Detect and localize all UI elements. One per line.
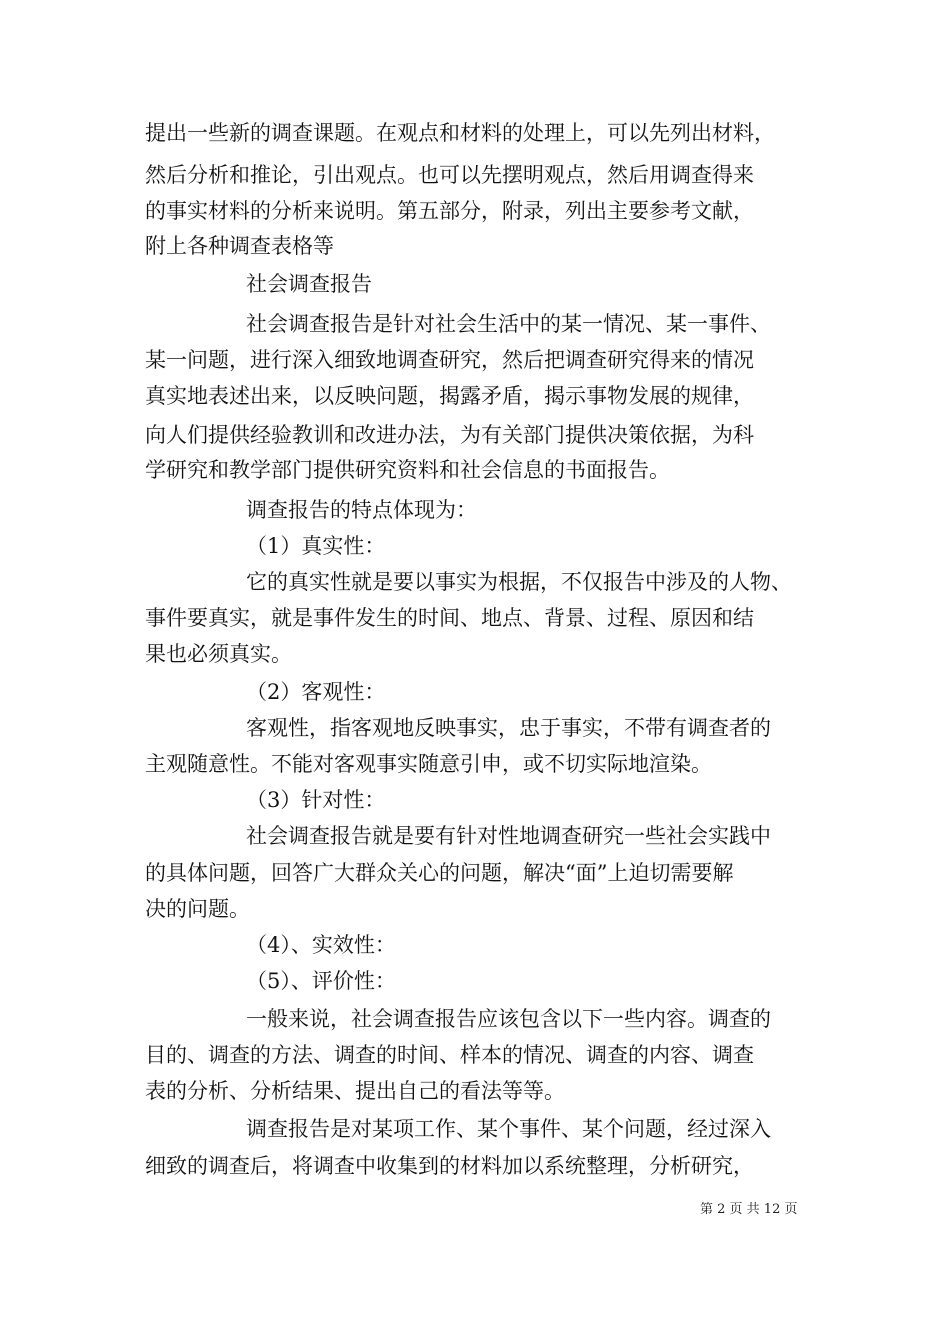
text-line: 细致的调查后，将调查中收集到的材料加以系统整理，分析研究，: [145, 1154, 754, 1178]
text-line: 客观性，指客观地反映事实，忠于事实，不带有调查者的: [246, 716, 771, 740]
text-line: 的事实材料的分析来说明。第五部分，附录，列出主要参考文献，: [145, 199, 754, 223]
list-item-heading: （4）、实效性：: [246, 933, 396, 957]
text-line: 的具体问题，回答广大群众关心的问题，解决“面”上迫切需要解: [145, 861, 734, 885]
text-line: 学研究和教学部门提供研究资料和社会信息的书面报告。: [145, 458, 670, 482]
text-line: 果也必须真实。: [145, 642, 292, 666]
list-item-heading: （5）、评价性：: [246, 969, 396, 993]
list-item-heading: （2）客观性：: [246, 680, 386, 704]
text-line: 调查报告的特点体现为：: [246, 498, 477, 522]
text-line: 附上各种调查表格等: [145, 234, 334, 258]
text-line: 目的、调查的方法、调查的时间、样本的情况、调查的内容、调查: [145, 1043, 754, 1067]
section-heading: 社会调查报告: [246, 272, 372, 296]
text-line: 它的真实性就是要以事实为根据，不仅报告中涉及的人物、: [246, 570, 792, 594]
text-line: 事件要真实，就是事件发生的时间、地点、背景、过程、原因和结: [145, 606, 754, 630]
text-line: 决的问题。: [145, 897, 250, 921]
text-line: 主观随意性。不能对客观事实随意引申，或不切实际地渲染。: [145, 752, 712, 776]
list-item-heading: （1）真实性：: [246, 534, 386, 558]
text-line: 一般来说，社会调查报告应该包含以下一些内容。调查的: [246, 1007, 771, 1031]
text-line: 某一问题，进行深入细致地调查研究，然后把调查研究得来的情况: [145, 348, 754, 372]
text-line: 调查报告是对某项工作、某个事件、某个问题，经过深入: [246, 1117, 771, 1141]
text-line: 真实地表述出来，以反映问题，揭露矛盾，揭示事物发展的规律，: [145, 384, 754, 408]
text-line: 然后分析和推论，引出观点。也可以先摆明观点，然后用调查得来: [145, 163, 754, 187]
text-line: 社会调查报告是针对社会生活中的某一情况、某一事件、: [246, 312, 771, 336]
text-line: 社会调查报告就是要有针对性地调查研究一些社会实践中: [246, 824, 771, 848]
text-line: 提出一些新的调查课题。在观点和材料的处理上，可以先列出材料，: [145, 121, 775, 145]
text-line: 表的分析、分析结果、提出自己的看法等等。: [145, 1079, 565, 1103]
page-number-footer: 第 2 页 共 12 页: [700, 1202, 798, 1217]
text-line: 向人们提供经验教训和改进办法，为有关部门提供决策依据，为科: [145, 423, 754, 447]
list-item-heading: （3）针对性：: [246, 788, 386, 812]
